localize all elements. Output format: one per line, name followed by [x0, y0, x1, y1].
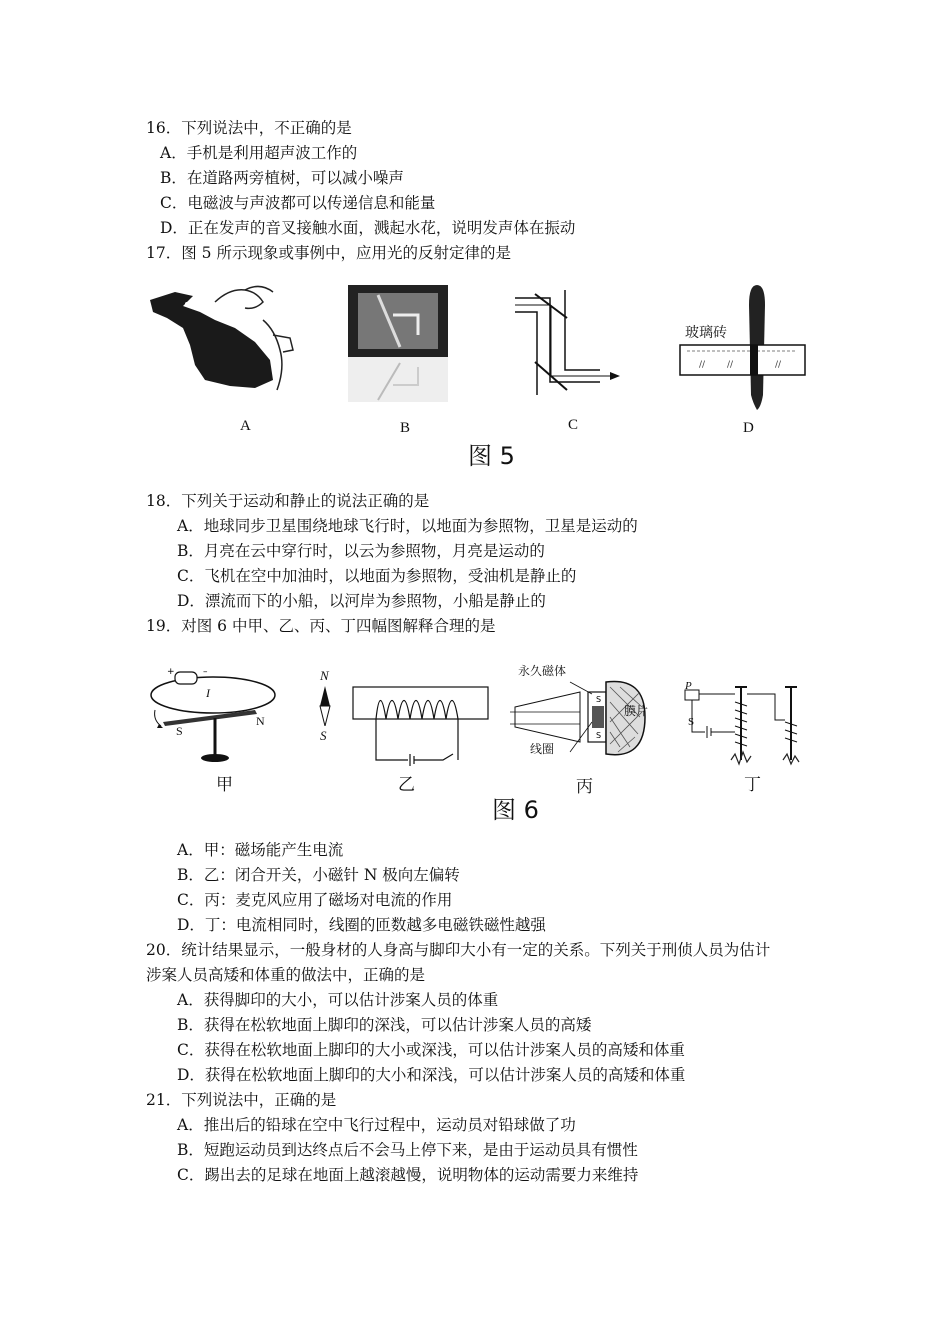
figure-5-d-glass-block [675, 285, 810, 410]
figure-6-jia-s-label: S [176, 724, 183, 738]
svg-text://: // [727, 360, 734, 370]
q20-option-b: B．获得在松软地面上脚印的深浅，可以估计涉案人员的高矮 [177, 1016, 592, 1034]
q20-stem-line1: 20．统计结果显示，一般身材的人身高与脚印大小有一定的关系。下列关于刑侦人员为估计 [146, 941, 771, 959]
figure-5-b-photo [348, 285, 453, 405]
figure-6-yi-solenoid [348, 682, 493, 767]
q18-stem: 18．下列关于运动和静止的说法正确的是 [146, 492, 430, 510]
q19-option-c: C．丙：麦克风应用了磁场对电流的作用 [177, 891, 453, 909]
figure-6-bing-magnet-label: 永久磁体 [518, 664, 567, 678]
q16-option-c: C．电磁波与声波都可以传递信息和能量 [160, 194, 436, 212]
svg-text:–: – [203, 667, 208, 677]
figure-6-title: 图 6 [492, 796, 539, 824]
figure-6-label-ding: 丁 [744, 775, 761, 795]
q19-option-b: B．乙：闭合开关，小磁针 N 极向左偏转 [177, 866, 460, 884]
q19-option-a: A．甲：磁场能产生电流 [177, 841, 344, 859]
figure-5-glass-label: 玻璃砖 [685, 325, 727, 341]
figure-6-jia-current-label: I [206, 686, 210, 700]
q21-stem: 21．下列说法中，正确的是 [146, 1091, 337, 1109]
q18-option-b: B．月亮在云中穿行时，以云为参照物，月亮是运动的 [177, 542, 545, 560]
figure-6-label-jia: 甲 [216, 775, 233, 795]
figure-6-ding-s-label: S [688, 716, 695, 728]
svg-text:S: S [596, 695, 602, 704]
figure-5-title: 图 5 [468, 442, 515, 470]
figure-5-label-a: A [240, 418, 251, 434]
figure-6-label-yi: 乙 [398, 775, 415, 795]
q20-stem-line2: 涉案人员高矮和体重的做法中，正确的是 [146, 966, 426, 984]
figure-6-bing-film-label: 膜片 [624, 704, 649, 718]
figure-5-label-d: D [743, 420, 754, 436]
q16-option-b: B．在道路两旁植树，可以减小噪声 [160, 169, 404, 187]
svg-text:+: + [167, 667, 175, 677]
figure-6-bing-coil-label: 线圈 [530, 742, 555, 756]
figure-6 [140, 660, 820, 825]
figure-6-compass-needle [318, 686, 332, 726]
q20-option-d: D．获得在松软地面上脚印的大小和深浅，可以估计涉案人员的高矮和体重 [177, 1066, 686, 1084]
figure-6-ding-electromagnets [675, 682, 815, 772]
q19-stem: 19．对图 6 中甲、乙、丙、丁四幅图解释合理的是 [146, 617, 496, 635]
q20-option-a: A．获得脚印的大小，可以估计涉案人员的体重 [177, 991, 499, 1009]
svg-text://: // [775, 360, 782, 370]
figure-6-ding-p-label: P [685, 680, 692, 692]
figure-5 [140, 280, 820, 470]
figure-5-label-b: B [400, 420, 411, 436]
figure-6-label-bing: 丙 [576, 777, 593, 797]
q18-option-a: A．地球同步卫星围绕地球飞行时，以地面为参照物，卫星是运动的 [177, 517, 638, 535]
figure-5-c-periscope [515, 290, 635, 395]
figure-5-label-c: C [568, 417, 579, 433]
figure-6-yi-s-label: S [320, 728, 327, 743]
q18-option-c: C．飞机在空中加油时，以地面为参照物，受油机是静止的 [177, 567, 577, 585]
q17-stem: 17．图 5 所示现象或事例中，应用光的反射定律的是 [146, 244, 511, 262]
q21-option-b: B．短跑运动员到达终点后不会马上停下来，是由于运动员具有惯性 [177, 1141, 638, 1159]
figure-6-yi-n-label: N [320, 668, 329, 683]
figure-5-a-shadow-hands [145, 280, 310, 400]
q19-option-d: D．丁：电流相同时，线圈的匝数越多电磁铁磁性越强 [177, 916, 546, 934]
figure-6-jia-n-label: N [256, 714, 265, 728]
svg-text://: // [699, 360, 706, 370]
figure-6-bing-microphone [510, 672, 650, 772]
q20-option-c: C．获得在松软地面上脚印的大小或深浅，可以估计涉案人员的高矮和体重 [177, 1041, 685, 1059]
q18-option-d: D．漂流而下的小船，以河岸为参照物，小船是静止的 [177, 592, 546, 610]
q16-option-d: D．正在发声的音叉接触水面，溅起水花，说明发声体在振动 [160, 219, 576, 237]
q21-option-a: A．推出后的铅球在空中飞行过程中，运动员对铅球做了功 [177, 1116, 576, 1134]
svg-text:S: S [596, 731, 602, 740]
q16-stem: 16．下列说法中，不正确的是 [146, 119, 352, 137]
q16-option-a: A．手机是利用超声波工作的 [160, 144, 358, 162]
q21-option-c: C．踢出去的足球在地面上越滚越慢，说明物体的运动需要力来维持 [177, 1166, 639, 1184]
